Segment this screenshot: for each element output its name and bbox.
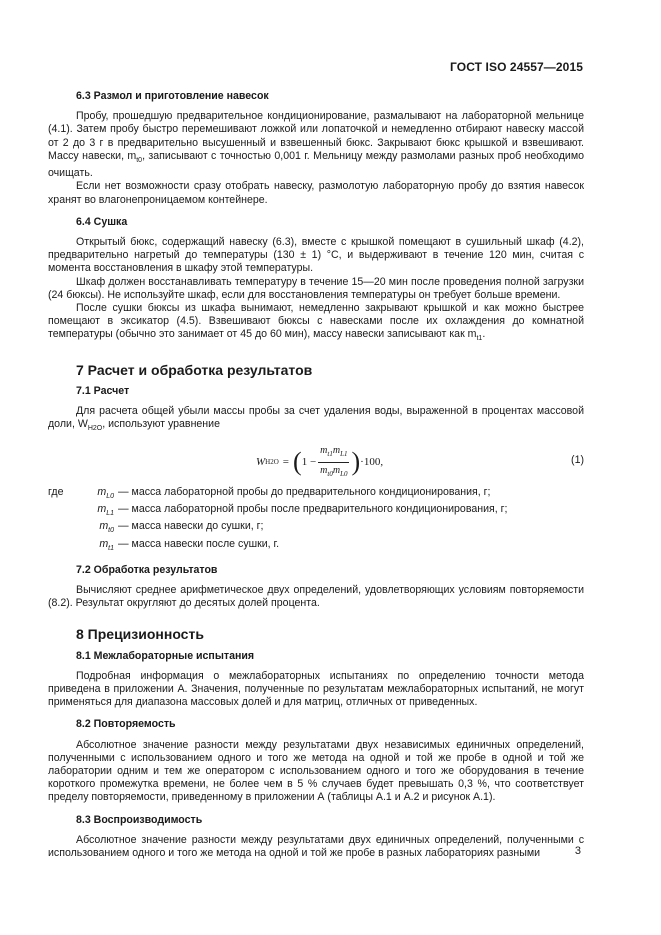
definition-row: $m_{t0}$ — масса навески до сушки, г;	[99, 520, 264, 535]
page-content	[48, 90, 584, 860]
section-7-1-paragraph: Для расчета общей убыли массы пробы за счет удаления воды, выраженной в процентах массовой доли, $W_{H2O}$, используют уравнение	[48, 405, 584, 433]
variable-definitions	[48, 486, 584, 555]
section-6-4-paragraph-1: Открытый бюкс, содержащий навеску (6.3), вместе с крышкой помещают в сушильный шкаф (4.2), предварительно нагретый до температуры (130 ± 1) °С, и выдерживают в течение 120 мин, считая с момента восстановления в шкафу этой температуры.	[48, 235, 584, 275]
definition-row: $m_{t1}$ — масса навески после сушки, г.	[99, 537, 280, 552]
section-8-3-paragraph: Абсолютное значение разности между результатами двух единичных определений, полученными с использованием одного и того же метода на одной и той же пробе в разных лабораториях разными	[48, 833, 584, 860]
section-7-1-title: 7.1 Расчет	[76, 384, 130, 397]
section-8-1-title: 8.1 Межлабораторные испытания	[76, 649, 255, 662]
section-6-3-paragraph-2: Если нет возможности сразу отобрать навеску, размолотую лабораторную пробу до взятия навесок хранят во влагонепроницаемом контейнере.	[48, 180, 584, 206]
section-8-2-paragraph: Абсолютное значение разности между результатами двух независимых единичных определений, полученными с использованием одного и того же метода на одной и той же пробе в одной и той же лаборатории одним и тем же оператором с использованием одного и того же оборудования в течение короткого промежутка времени, не более чем в 5 % случаев будет превышать 0,3 %, что соответствует пределу повторяемости, приведенному в приложении А (таблицы А.1 и А.2 и рисунок А.1).	[48, 738, 584, 804]
equation-expression: W H2O = ( 1 − $\frac{m_{t1}m_{L1}}{m_{t0}m_{L0}}$ ) ·100,	[256, 444, 383, 481]
standard-header: ГОСТ ISO 24557—2015	[450, 60, 583, 74]
section-8-2-title: 8.2 Повторяемость	[76, 718, 176, 731]
section-6-3-title: 6.3 Размол и приготовление навесок	[76, 90, 269, 102]
page-number: 3	[574, 845, 581, 857]
section-6-4-paragraph-2: Шкаф должен восстанавливать температуру в течение 15—20 мин после проведения полной загрузки (24 бюксы). Не используйте шкаф, если для восстановления температуры он требует больше времени.	[48, 275, 584, 301]
definition-row: $m_{L1}$ — масса лабораторной пробы после предварительного кондиционирования, г;	[97, 502, 508, 518]
equation-number: (1)	[571, 453, 584, 466]
section-8-3-title: 8.3 Воспроизводимость	[76, 813, 203, 826]
definition-row: где $m_{L0}$ — масса лабораторной пробы до предварительного кондиционирования, г;	[48, 485, 491, 500]
section-6-4-paragraph-3: После сушки бюксы из шкафа вынимают, немедленно закрывают крышкой и как можно быстрее помещают в эксикатор (4.5). Взвешивают бюксы с навесками после их охлаждения до комнатной температуры (обычно это занимает от 45 до 60 мин), массу навески записывают как $m_{t1}$.	[48, 301, 584, 343]
section-8-title: 8 Прецизионность	[76, 626, 204, 643]
equation-1	[48, 440, 584, 480]
section-6-3-paragraph-1: Пробу, прошедшую предварительное кондиционирование, размалывают на лабораторной мельнице (4.1). Затем пробу быстро перемешивают ложкой или лопаточкой и немедленно отбирают навеску массой от 2 до 3 г в предварительно высушенный и взвешенный бюкс. Закрывают бюкс крышкой и взвешивают. Массу навески, $m_{t0}$, записывают с точностью 0,001 г. Мельницу между размолами разных проб необходимо очищать.	[48, 110, 584, 180]
section-7-title: 7 Расчет и обработка результатов	[76, 361, 313, 378]
section-7-2-paragraph: Вычисляют среднее арифметическое двух определений, удовлетворяющих условиям повторяемости (8.2). Результат округляют до десятых долей процента.	[48, 584, 584, 610]
equation-fraction: $\frac{m_{t1}m_{L1}}{m_{t0}m_{L0}}$	[320, 444, 348, 478]
section-6-4-title: 6.4 Сушка	[76, 215, 128, 228]
section-8-1-paragraph: Подробная информация о межлабораторных испытаниях по определению точности метода приведена в приложении А. Значения, полученные по результатам межлабораторных испытаний, не могут применяться для диапазона массовых долей и для матриц, отличных от приведенных.	[48, 669, 584, 709]
section-7-2-title: 7.2 Обработка результатов	[76, 563, 218, 576]
